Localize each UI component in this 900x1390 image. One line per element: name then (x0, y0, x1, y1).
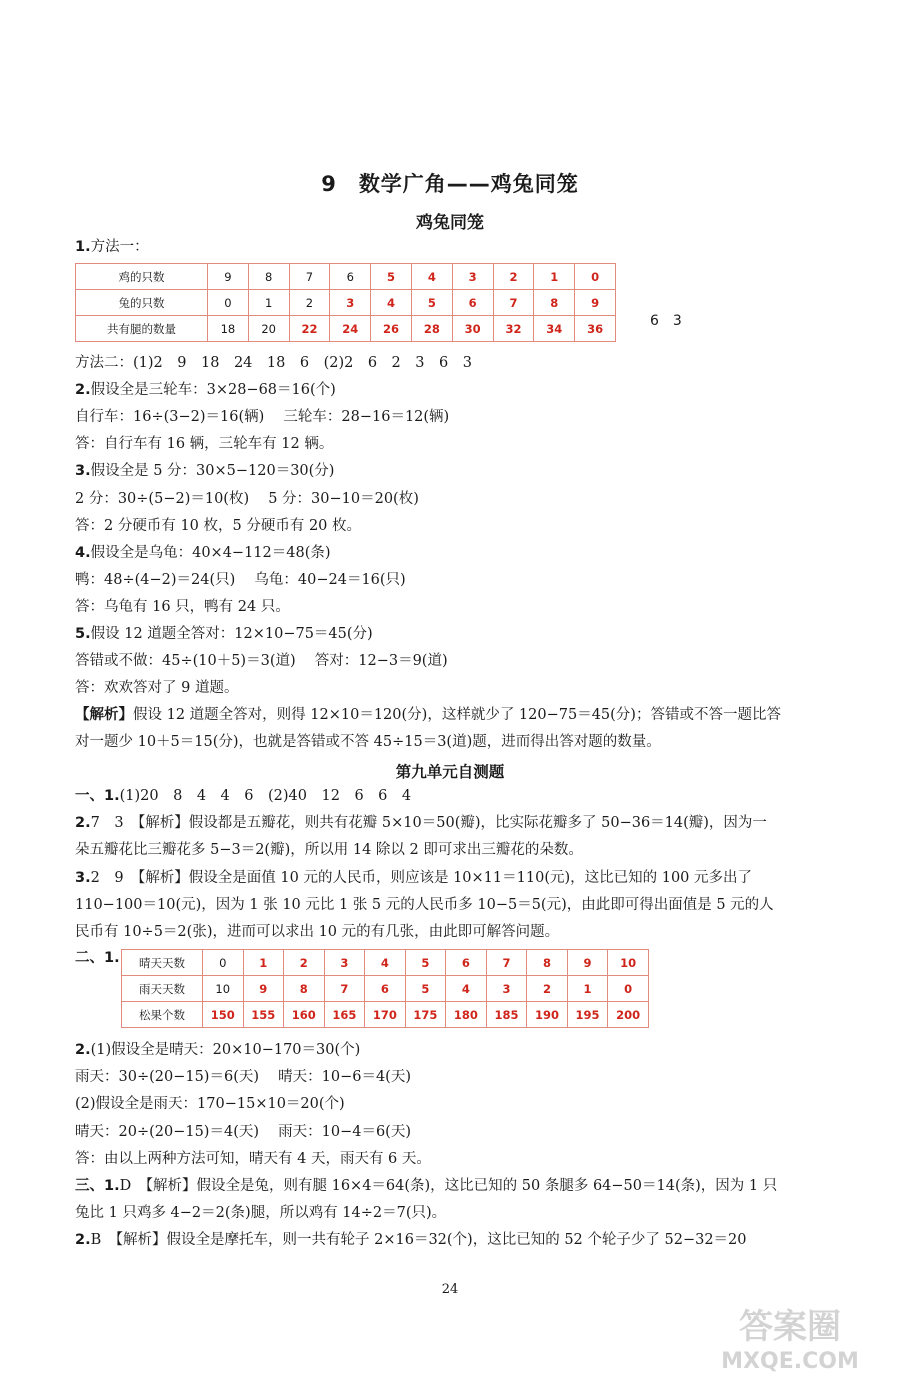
answer-line (75, 380, 336, 400)
table-cell: 10 (202, 976, 243, 1002)
question-number: 二、1. (75, 950, 120, 966)
table-cell: 0 (202, 950, 243, 976)
question-number: 三、1. (75, 1178, 120, 1194)
answer-line (75, 1203, 446, 1223)
unit-test-title: 第九单元自测题 (395, 763, 505, 781)
table-cell: 30 (452, 316, 493, 342)
answer-text: 方法二：(1)2 9 18 24 18 6 (2)2 6 2 3 6 3 (75, 355, 472, 371)
table-cell: 155 (243, 1002, 284, 1028)
watermark-url: MXQE.COM (721, 1349, 859, 1374)
answer-line (75, 1094, 345, 1114)
answer-text: (2)假设全是雨天：170−15×10＝20(个) (75, 1096, 345, 1113)
answer-text: (1)20 8 4 4 6 (2)40 12 6 6 4 (119, 788, 412, 804)
answer-text: 110−100＝10(元)，因为 1 张 10 元比 1 张 5 元的人民币多 10−5＝5(元)，由此即可得出面值是 5 元的人 (75, 896, 774, 913)
table-cell: 18 (208, 316, 249, 342)
table-cell: 22 (289, 316, 330, 342)
table-cell: 150 (202, 1002, 243, 1028)
table-cell: 6 (452, 290, 493, 316)
question-number: 3. (75, 463, 91, 480)
answer-text: 假设全是 5 分：30×5−120＝30(分) (90, 463, 335, 480)
table-cell: 1 (567, 976, 608, 1002)
table-cell: 7 (289, 264, 330, 290)
answer-line (75, 461, 334, 481)
chicken-rabbit-table (75, 263, 616, 342)
table-cell: 4 (365, 950, 406, 976)
question-number: 2. (75, 382, 91, 399)
answer-text: 答：由以上两种方法可知，晴天有 4 天，雨天有 6 天。 (75, 1150, 431, 1167)
answer-line (75, 786, 411, 806)
answer-text: 答：2 分硬币有 10 枚，5 分硬币有 20 枚。 (75, 517, 362, 534)
row-header: 兔的只数 (76, 290, 208, 316)
table-cell: 175 (405, 1002, 446, 1028)
table-cell: 9 (208, 264, 249, 290)
table-cell: 7 (493, 290, 534, 316)
answer-text: 答错或不做：45÷(10＋5)＝3(道) 答对：12−3＝9(道) (75, 653, 448, 670)
table-cell: 9 (567, 950, 608, 976)
table-cell: 28 (411, 316, 452, 342)
row-header: 共有腿的数量 (76, 316, 208, 342)
table-cell: 36 (575, 316, 616, 342)
question-text: 方法一： (90, 239, 149, 255)
table-cell: 165 (324, 1002, 365, 1028)
table-cell: 34 (534, 316, 575, 342)
answer-line (75, 597, 290, 617)
table-cell: 10 (608, 950, 649, 976)
row-header: 鸡的只数 (76, 264, 208, 290)
page-title (0, 168, 900, 198)
answer-line (75, 516, 361, 536)
question-number: 2. (75, 815, 91, 832)
answer-line (75, 868, 752, 888)
answer-line (75, 922, 559, 942)
table-cell: 9 (243, 976, 284, 1002)
answer-text: 答：自行车有 16 辆，三轮车有 12 辆。 (75, 436, 334, 453)
table-cell: 26 (371, 316, 412, 342)
table-cell: 9 (575, 290, 616, 316)
table-cell: 2 (527, 976, 568, 1002)
answer-line (75, 1067, 411, 1087)
answer-text: 答：欢欢答对了 9 道题。 (75, 680, 239, 697)
table-cell: 32 (493, 316, 534, 342)
question-number: 3. (75, 869, 91, 886)
table-row (76, 316, 616, 342)
answer-line (75, 570, 406, 590)
answer-text: D 【解析】假设全是兔，则有腿 16×4＝64(条)，这比已知的 50 条腿多 64−50＝14(条)，因为 1 只 (119, 1178, 778, 1194)
table-cell: 4 (371, 290, 412, 316)
table-row (76, 264, 616, 290)
answer-text: 7 3 【解析】假设都是五瓣花，则共有花瓣 5×10＝50(瓣)，比实际花瓣多了 50−36＝14(瓣)，因为一 (90, 815, 767, 832)
table-cell: 5 (405, 976, 446, 1002)
answer-line (75, 895, 774, 915)
answer-text: 对一题少 10＋5＝15(分)，也就是答错或不答 45÷15＝3(道)题，进而得出答对题的数量。 (75, 734, 661, 751)
answer-text: 雨天：30÷(20−15)＝6(天) 晴天：10−6＝4(天) (75, 1069, 411, 1086)
question-number: 2. (75, 1232, 91, 1249)
answer-text: 兔比 1 只鸡多 4−2＝2(条)腿，所以鸡有 14÷2＝7(只)。 (75, 1205, 447, 1222)
table-cell: 160 (284, 1002, 325, 1028)
table-cell: 24 (330, 316, 371, 342)
chapter-number: 9 (321, 172, 337, 196)
answer-text: 民币有 10÷5＝2(张)，进而可以求出 10 元的有几张，由此即可解答问题。 (75, 924, 560, 940)
answer-text: 假设全是乌龟：40×4−112＝48(条) (90, 544, 331, 561)
table-cell: 0 (208, 290, 249, 316)
question-number: 4. (75, 544, 91, 561)
table-cell: 6 (330, 264, 371, 290)
table-cell: 0 (608, 976, 649, 1002)
table-cell: 4 (446, 976, 487, 1002)
section-title: 鸡兔同笼 (416, 213, 484, 233)
table-cell: 5 (371, 264, 412, 290)
table-row (122, 1002, 649, 1028)
watermark-text: 答案圈 (739, 1307, 841, 1347)
table-cell: 3 (486, 976, 527, 1002)
answer-line (75, 407, 449, 427)
table-cell: 8 (527, 950, 568, 976)
table-cell: 0 (575, 264, 616, 290)
answer-text: 假设 12 道题全答对：12×10−75＝45(分) (90, 626, 373, 642)
table-cell: 190 (527, 1002, 568, 1028)
question-1-heading (75, 237, 149, 257)
table-cell: 195 (567, 1002, 608, 1028)
answer-line (75, 1040, 360, 1060)
answer-text: 晴天：20÷(20−15)＝4(天) 雨天：10−4＝6(天) (75, 1123, 411, 1140)
table-cell: 2 (289, 290, 330, 316)
table-cell: 1 (243, 950, 284, 976)
table-row (122, 950, 649, 976)
answer-line (75, 1176, 777, 1196)
question-number: 【解析】 (75, 707, 133, 724)
answer-text: 答：乌龟有 16 只，鸭有 24 只。 (75, 598, 290, 615)
table-cell: 8 (248, 264, 289, 290)
table-cell: 1 (534, 264, 575, 290)
table-cell: 3 (324, 950, 365, 976)
answer-line (75, 651, 448, 671)
answer-line (75, 705, 781, 725)
table-cell: 2 (493, 264, 534, 290)
answer-line (75, 813, 767, 833)
pine-cone-table (121, 949, 649, 1028)
table-row (122, 976, 649, 1002)
table-cell: 6 (365, 976, 406, 1002)
row-header: 松果个数 (122, 1002, 203, 1028)
answer-line (75, 732, 661, 752)
table-cell: 20 (248, 316, 289, 342)
table-cell: 3 (452, 264, 493, 290)
answer-line (75, 624, 373, 644)
question-number: 1. (75, 239, 91, 255)
answer-line (75, 543, 331, 563)
table-cell: 5 (411, 290, 452, 316)
table-cell: 5 (405, 950, 446, 976)
answer-text: 2 9 【解析】假设全是面值 10 元的人民币，则应该是 10×11＝110(元)，这比已知的 100 元多出了 (90, 869, 753, 886)
table-cell: 200 (608, 1002, 649, 1028)
question-number: 2. (75, 1042, 91, 1058)
table-cell: 4 (411, 264, 452, 290)
answer-line (75, 489, 419, 509)
row-header: 晴天天数 (122, 950, 203, 976)
answer-text: (1)假设全是晴天：20×10−170＝30(个) (90, 1042, 361, 1058)
question-number: 5. (75, 626, 91, 642)
answer-text: 假设 12 道题全答对，则得 12×10＝120(分)，这样就少了 120−75＝45(分)；答错或不答一题比答 (133, 707, 781, 724)
answer-line (75, 1122, 411, 1142)
table-cell: 170 (365, 1002, 406, 1028)
answer-line (75, 1230, 747, 1250)
table-cell: 185 (486, 1002, 527, 1028)
table-cell: 3 (330, 290, 371, 316)
table-cell: 7 (486, 950, 527, 976)
table-cell: 180 (446, 1002, 487, 1028)
watermark-logo (690, 1296, 890, 1376)
table-cell: 8 (534, 290, 575, 316)
answer-line (75, 353, 472, 373)
table-cell: 6 (446, 950, 487, 976)
answer-text: 鸭：48÷(4−2)＝24(只) 乌龟：40−24＝16(只) (75, 571, 406, 588)
table-cell: 1 (248, 290, 289, 316)
table-row (76, 290, 616, 316)
question-number: 一、1. (75, 788, 120, 804)
table-cell: 8 (284, 976, 325, 1002)
row-header: 雨天天数 (122, 976, 203, 1002)
table-cell: 2 (284, 950, 325, 976)
answer-text: 假设全是三轮车：3×28−68＝16(个) (90, 382, 336, 399)
answer-line (75, 840, 583, 860)
answer-line (75, 434, 333, 454)
chapter-title: 数学广角——鸡兔同笼 (358, 172, 579, 196)
answer-text: 朵五瓣花比三瓣花多 5−3＝2(瓣)，所以用 14 除以 2 即可求出三瓣花的朵数。 (75, 842, 583, 859)
question-2-1-heading (75, 948, 120, 968)
answer-text: 2 分：30÷(5−2)＝10(枚) 5 分：30−10＝20(枚) (75, 490, 419, 507)
page-number: 24 (441, 1282, 459, 1297)
answer-line (75, 1149, 431, 1169)
side-answer: 6 3 (650, 313, 682, 329)
table-cell: 7 (324, 976, 365, 1002)
answer-text: 自行车：16÷(3−2)＝16(辆) 三轮车：28−16＝12(辆) (75, 409, 450, 426)
answer-text: B 【解析】假设全是摩托车，则一共有轮子 2×16＝32(个)，这比已知的 52 个轮子少了 52−32＝20 (90, 1232, 747, 1249)
answer-line (75, 678, 238, 698)
